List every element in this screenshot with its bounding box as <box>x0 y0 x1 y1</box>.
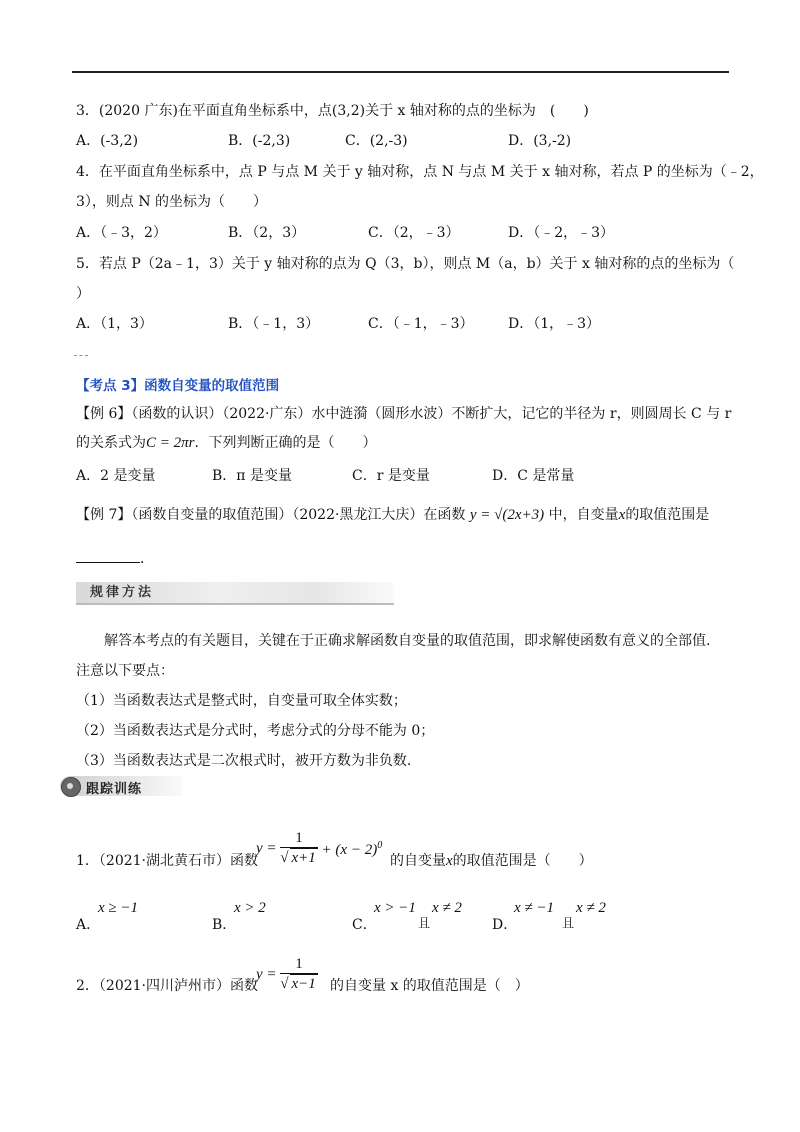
t1-option-a-expr: x ≥ −1 <box>98 900 139 916</box>
dashed-mark <box>74 355 88 356</box>
method-point-2: （2）当函数表达式是分式时，考虑分式的分母不能为 0； <box>76 723 435 739</box>
ex6-option-b: B．π 是变量 <box>212 468 292 484</box>
q5-option-d: D．（1，﹣3） <box>508 316 601 332</box>
t1-option-a-label: A． <box>76 917 101 933</box>
t1-option-d-label: D． <box>492 917 518 933</box>
q5-option-b: B．（﹣1，3） <box>228 316 320 332</box>
t1-option-c-expr: x > −1 <box>374 900 416 916</box>
t1-pre: 1．（2021·湖北黄石市）函数 <box>76 853 258 869</box>
q5-line2: ） <box>76 286 90 302</box>
q4-option-b: B．（2，3） <box>228 225 306 241</box>
t2-function: y = $\frac{1}{√ x-1}$ <box>256 956 316 992</box>
q3-option-d: D．(3,-2) <box>508 133 572 149</box>
ex6-option-a: A．2 是变量 <box>76 468 156 484</box>
t1-option-d-expr: x ≠ −1 <box>514 900 555 916</box>
training-banner-label: 跟踪训练 <box>86 782 143 797</box>
t2-post: 的自变量 x 的取值范围是（ ） <box>330 978 529 994</box>
q4-line1: 4．在平面直角坐标系中，点 P 与点 M 关于 y 轴对称，点 N 与点 M 关于 x 轴对称，若点 P 的坐标为（﹣2， <box>76 164 764 180</box>
q5-line1: 5．若点 P（2a﹣1，3）关于 y 轴对称的点为 Q（3，b），则点 M（a，b）关于 x 轴对称的点的坐标为（ <box>76 256 735 272</box>
ex6-formula: C = 2πr <box>146 435 195 451</box>
ex6-option-c: C．r 是变量 <box>352 468 430 484</box>
t1-option-b-expr: x > 2 <box>234 900 266 916</box>
q3-option-b: B．(-2,3) <box>228 133 291 149</box>
t1-post: 的自变量 <box>390 853 446 869</box>
ex6-option-d: D．C 是常量 <box>492 468 575 484</box>
ex7-answer-line <box>76 548 154 568</box>
answer-blank <box>76 562 140 563</box>
ex7-post: 的取值范围是 <box>625 507 710 523</box>
q3-option-c: C．(2,-3) <box>345 133 408 149</box>
q4-option-c: C．（2，﹣3） <box>368 225 460 241</box>
section-title: 【考点 3】函数自变量的取值范围 <box>76 378 280 394</box>
t1-post-wrap <box>390 850 593 870</box>
ex6-line2 <box>76 432 376 452</box>
t1-function: y = $\frac{1}{√ x+1}$ + $(x - 2)^0$ <box>256 830 383 866</box>
q4-line2: 3），则点 N 的坐标为（ ） <box>76 194 268 210</box>
ex6-line2-post: ．下列判断正确的是（ ） <box>194 435 377 451</box>
ex6-line1: 【例 6】（函数的认识）（2022·广东）水中涟漪（圆形水波）不断扩大，记它的半径为 r，则圆周长 C 与 r <box>76 406 732 422</box>
q3-stem: 3．(2020 广东)在平面直角坐标系中，点(3,2)关于 x 轴对称的点的坐标为 ( ) <box>76 103 589 119</box>
ex7-tail: ． <box>140 551 154 567</box>
method-para1: 解答本考点的有关题目，关键在于正确求解函数自变量的取值范围，即求解使函数有意义的全部值. <box>104 633 711 649</box>
method-point-3: （3）当函数表达式是二次根式时，被开方数为非负数. <box>76 753 412 769</box>
t1-option-d-and: 且 <box>562 916 575 930</box>
method-banner-label: 规律方法 <box>90 585 155 600</box>
ex7-pre: 【例 7】（函数自变量的取值范围）（2022·黑龙江大庆）在函数 <box>76 507 466 523</box>
t1-fraction: $\frac{1}{√ x+1}$ <box>280 830 316 866</box>
method-point-1: （1）当函数表达式是整式时，自变量可取全体实数； <box>76 693 407 709</box>
target-icon <box>61 777 81 797</box>
ex6-line2-pre: 的关系式为 <box>76 435 146 451</box>
q5-option-c: C．（﹣1，﹣3） <box>368 316 474 332</box>
q4-option-d: D．（﹣2，﹣3） <box>508 225 615 241</box>
ex7-function: y = √(2x+3) <box>469 507 545 523</box>
ex7-line <box>76 504 709 524</box>
t1-option-c-expr2: x ≠ 2 <box>432 900 462 916</box>
t1-variable: x <box>446 853 453 869</box>
t2-fraction: $\frac{1}{√ x-1}$ <box>280 956 316 992</box>
ex7-mid: 中，自变量 <box>548 507 619 523</box>
header-rule <box>72 71 729 73</box>
t1-option-c-and: 且 <box>418 916 431 930</box>
t1-option-b-label: B． <box>212 917 237 933</box>
t1-option-c-label: C． <box>352 917 377 933</box>
q3-option-a: A．(-3,2) <box>76 133 139 149</box>
t2-pre: 2．（2021·四川泸州市）函数 <box>76 978 258 994</box>
t1-tail: 的取值范围是（ ） <box>452 853 593 869</box>
t1-option-d-expr2: x ≠ 2 <box>576 900 606 916</box>
method-para2: 注意以下要点： <box>76 663 174 679</box>
q4-option-a: A．（﹣3，2） <box>76 225 167 241</box>
ex7-variable: x <box>618 507 626 523</box>
q5-option-a: A．（1，3） <box>76 316 153 332</box>
method-banner-underline <box>76 603 394 605</box>
